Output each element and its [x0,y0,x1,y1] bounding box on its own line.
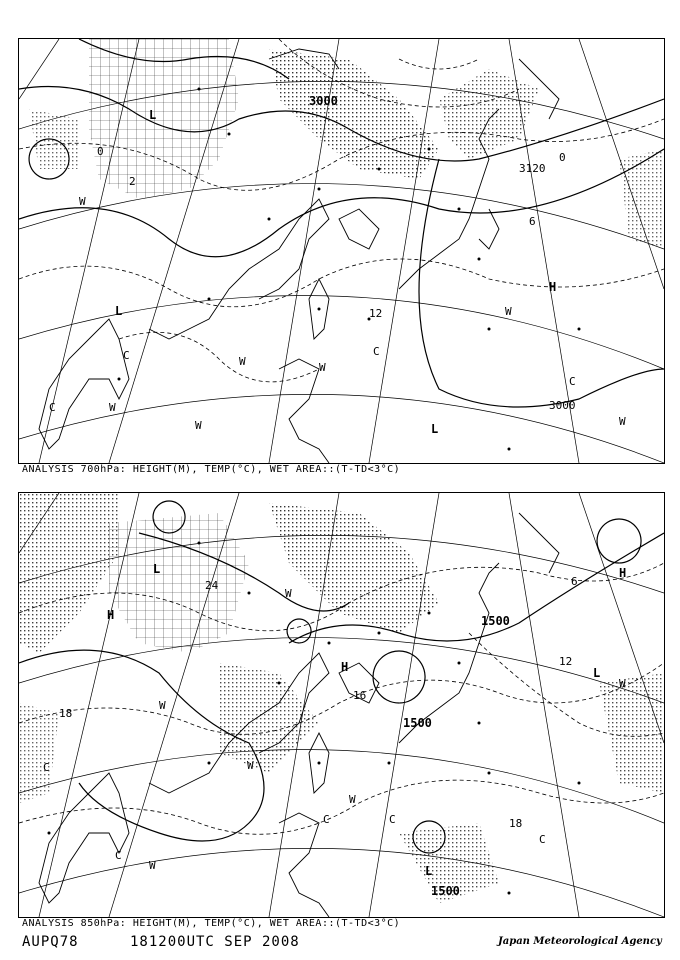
high-pressure-marker: H [107,608,115,622]
isotherm-label: 12 [559,655,573,668]
valid-time: 181200UTC SEP 2008 [130,934,300,950]
height-label: 3120 [519,162,546,175]
chart-id: AUPQ78 [22,934,79,950]
warm-center-marker: W [349,793,356,806]
low-pressure-marker: L [593,666,601,680]
warm-center-marker: W [239,355,246,368]
low-pressure-marker: L [115,304,123,318]
isotherm-label: 24 [205,579,219,592]
warm-center-marker: W [159,699,166,712]
height-label: 3000 [309,94,338,108]
warm-center-marker: W [79,195,86,208]
isotherm-label: 18 [509,817,523,830]
isotherm-label: 12 [369,307,383,320]
high-pressure-marker: H [619,566,627,580]
isotherm-label: 16 [353,689,367,702]
wet-area-grid [109,513,249,653]
map-700hpa-svg [19,39,664,463]
map-panel-850hpa [18,492,665,918]
wet-area-dots [219,663,319,773]
warm-center-marker: W [619,415,626,428]
cold-center-marker: C [389,813,396,826]
isotherm-label: 0 [559,151,566,164]
warm-center-marker: W [195,419,202,432]
isotherm-label: 18 [59,707,73,720]
cold-center-marker: C [323,813,330,826]
agency-credit: Japan Meteorological Agency [498,936,662,947]
wet-area-dots [269,503,439,633]
cold-center-marker: C [123,349,130,362]
cold-center-marker: C [373,345,380,358]
height-label: 1500 [431,884,460,898]
low-pressure-marker: L [425,864,433,878]
high-pressure-marker: H [341,660,349,674]
warm-center-marker: W [319,361,326,374]
wet-area-dots [439,69,539,159]
high-pressure-marker: H [549,280,557,294]
panel-caption-850hpa: ANALYSIS 850hPa: HEIGHT(M), TEMP(°C), WET AREA::(T-TD<3°C) [22,918,401,929]
isotherm-label: 6 [529,215,536,228]
wet-area-dots [19,703,59,803]
warm-center-marker: W [619,677,626,690]
wet-area-dots [269,49,439,179]
height-label: 1500 [403,716,432,730]
map-panel-700hpa [18,38,665,464]
height-label: 3000 [549,399,576,412]
cold-center-marker: C [539,833,546,846]
isotherm-label: 0 [97,145,104,158]
warm-center-marker: W [149,859,156,872]
cold-center-marker: C [569,375,576,388]
cold-center-marker: C [115,849,122,862]
warm-center-marker: W [109,401,116,414]
warm-center-marker: W [505,305,512,318]
height-label: 1500 [481,614,510,628]
wet-area-dots [19,493,119,653]
wet-area-dots [619,149,664,249]
map-850hpa-svg [19,493,664,917]
cold-center-marker: C [49,401,56,414]
cold-center-marker: C [43,761,50,774]
low-pressure-marker: L [431,422,439,436]
low-pressure-marker: L [149,108,157,122]
wet-area-dots [599,673,664,793]
isotherm-label: 6 [571,575,578,588]
panel-caption-700hpa: ANALYSIS 700hPa: HEIGHT(M), TEMP(°C), WET AREA::(T-TD<3°C) [22,464,401,475]
wet-area-grid [89,39,239,199]
isotherm-label: 2 [129,175,136,188]
warm-center-marker: W [247,759,254,772]
low-pressure-marker: L [153,562,161,576]
warm-center-marker: W [285,587,292,600]
